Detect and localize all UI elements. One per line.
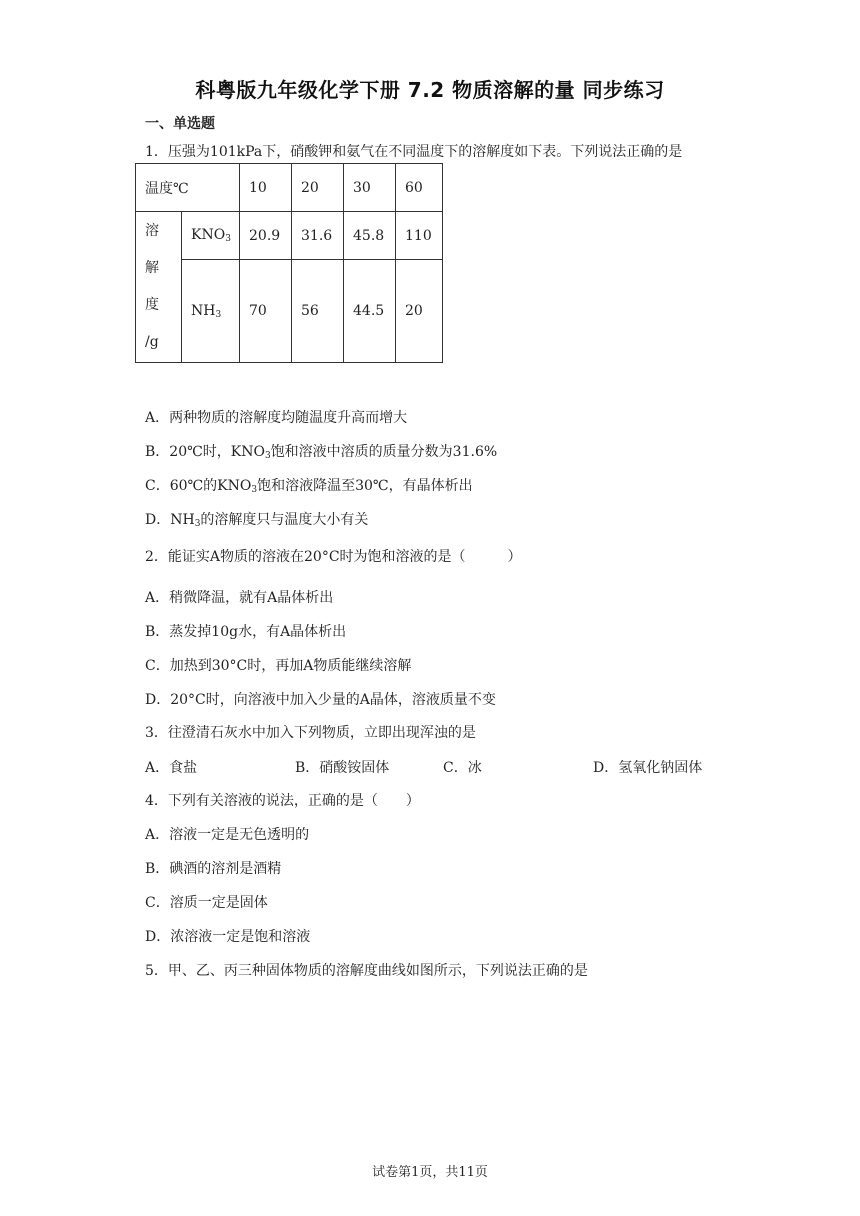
q2-option-c: C．加热到30°C时，再加A物质能继续溶解 — [145, 658, 412, 674]
table-row-label-kno3: $KNO_3$ — [182, 212, 240, 260]
q1-option-c: C．60℃的$KNO_3$饱和溶液降温至30℃，有晶体析出 — [145, 478, 473, 495]
table-header-temp: 20 — [292, 164, 344, 212]
section-heading: 一、单选题 — [145, 116, 215, 132]
question-1-stem: 1．压强为101kPa下，硝酸钾和氨气在不同温度下的溶解度如下表。下列说法正确的是 — [145, 144, 683, 160]
table-header-temperature: 温度℃ — [136, 164, 240, 212]
table-header-temp: 30 — [344, 164, 396, 212]
question-5-stem: 5．甲、乙、丙三种固体物质的溶解度曲线如图所示，下列说法正确的是 — [145, 963, 588, 979]
table-cell: 20 — [396, 260, 443, 363]
q3-options-row — [145, 757, 745, 777]
question-3-stem: 3．往澄清石灰水中加入下列物质，立即出现浑浊的是 — [145, 725, 476, 741]
table-header-temp: 60 — [396, 164, 443, 212]
q1-option-d: D．$NH_3$的溶解度只与温度大小有关 — [145, 512, 369, 529]
q4-option-d: D．浓溶液一定是饱和溶液 — [145, 929, 311, 945]
q3-option-d: D．氢氧化钠固体 — [593, 760, 703, 776]
table-header-temp: 10 — [240, 164, 292, 212]
group-char: 度 — [145, 297, 159, 313]
question-2-stem: 2．能证实A物质的溶液在20°C时为饱和溶液的是（ ） — [145, 549, 522, 565]
q2-option-b: B．蒸发掉10g水，有A晶体析出 — [145, 624, 347, 640]
page-title: 科粤版九年级化学下册 7.2 物质溶解的量 同步练习 — [195, 78, 665, 102]
group-char: /g — [145, 334, 159, 350]
question-4-stem: 4．下列有关溶液的说法，正确的是（ ） — [145, 793, 420, 809]
q2-option-d: D．20°C时，向溶液中加入少量的A晶体，溶液质量不变 — [145, 692, 496, 708]
q1-option-a: A．两种物质的溶解度均随温度升高而增大 — [145, 410, 408, 426]
q4-option-b: B．碘酒的溶剂是酒精 — [145, 861, 282, 877]
table-cell: 110 — [396, 212, 443, 260]
group-char: 解 — [145, 260, 159, 276]
table-cell: 31.6 — [292, 212, 344, 260]
group-char: 溶 — [145, 223, 159, 239]
table-cell: 20.9 — [240, 212, 292, 260]
q4-option-a: A．溶液一定是无色透明的 — [145, 827, 310, 843]
table-cell: 56 — [292, 260, 344, 363]
table-cell: 70 — [240, 260, 292, 363]
q1-option-b: B．20℃时，$KNO_3$饱和溶液中溶质的质量分数为31.6% — [145, 444, 498, 461]
table-row-label-nh3: $NH_3$ — [182, 260, 240, 363]
table-cell: 45.8 — [344, 212, 396, 260]
q2-option-a: A．稍微降温，就有A晶体析出 — [145, 590, 334, 606]
table-cell: 44.5 — [344, 260, 396, 363]
q3-option-b: B．硝酸铵固体 — [295, 760, 390, 776]
solubility-table — [135, 163, 443, 363]
q3-option-a: A．食盐 — [145, 760, 198, 776]
page-footer: 试卷第1页，共11页 — [372, 1165, 488, 1180]
table-group-label — [136, 212, 182, 363]
q4-option-c: C．溶质一定是固体 — [145, 895, 268, 911]
q3-option-c: C．冰 — [443, 760, 482, 776]
